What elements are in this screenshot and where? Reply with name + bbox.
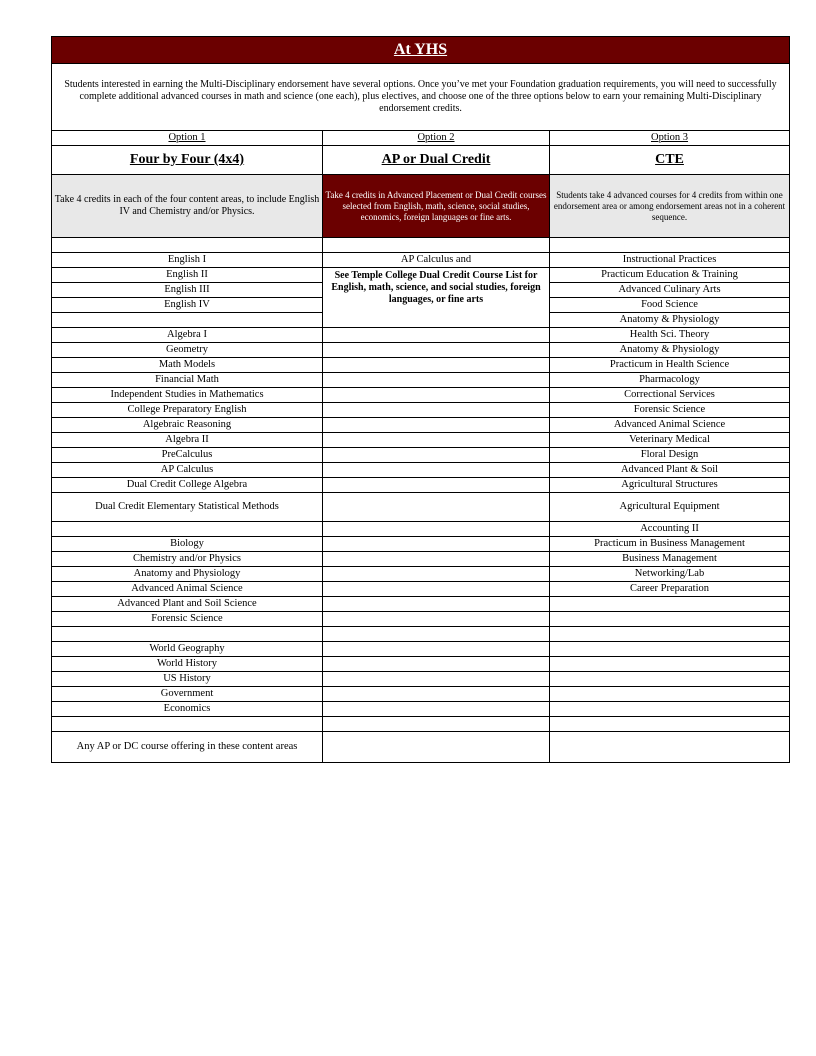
option-1-course: Algebra II [52,433,323,448]
option-3-course: Floral Design [550,448,790,463]
option-1-course: Advanced Animal Science [52,582,323,597]
option-1-course: AP Calculus [52,463,323,478]
course-row [52,642,790,657]
option-2-course [323,493,550,522]
option-1-course: English I [52,253,323,268]
option-2-description: Take 4 credits in Advanced Placement or Dual Credit courses selected from English, math, science, social studies, economics, foreign languages or fine arts. [323,175,550,238]
option-2-course [323,537,550,552]
option-3-course: Advanced Animal Science [550,418,790,433]
option-1-description: Take 4 credits in each of the four content areas, to include English IV and Chemistry and/or Physics. [52,175,323,238]
option-3-course: Anatomy & Physiology [550,313,790,328]
option-3-course [550,657,790,672]
option-2-course [323,448,550,463]
option-3-course: Instructional Practices [550,253,790,268]
option-1-course: Financial Math [52,373,323,388]
option-1-course: English III [52,283,323,298]
option-1-course: Algebra I [52,328,323,343]
option-2-course [323,478,550,493]
option-1-course [52,313,323,328]
option-1-course: Any AP or DC course offering in these content areas [52,732,323,763]
option-2-course [323,732,550,763]
course-row [52,522,790,537]
option-2-name: AP or Dual Credit [323,146,550,175]
option-1-course [52,717,323,732]
option-3-course: Accounting II [550,522,790,537]
course-row [52,418,790,433]
course-row [52,358,790,373]
course-row [52,238,790,253]
option-2-course [323,702,550,717]
options-table [51,36,790,763]
option-1-course: Dual Credit College Algebra [52,478,323,493]
option-3-course [550,642,790,657]
option-2-course [323,343,550,358]
option-2-course [323,567,550,582]
course-row [52,582,790,597]
option-3-description: Students take 4 advanced courses for 4 credits from within one endorsement area or among endorsement areas not in a coherent sequence. [550,175,790,238]
option-1-course: Geometry [52,343,323,358]
endorsement-sheet [51,36,789,763]
option-3-course: Health Sci. Theory [550,328,790,343]
option-2-course [323,582,550,597]
option-2-course [323,328,550,343]
course-row [52,702,790,717]
option-3-course: Pharmacology [550,373,790,388]
option-1-course: Math Models [52,358,323,373]
option-3-course: Correctional Services [550,388,790,403]
intro-paragraph: Students interested in earning the Multi-Disciplinary endorsement have several options. Once you’ve met your Foundation graduation requirements, you will need to successfully complete additional advanced courses in math and science (one each), plus electives, and choose one of the three options below to earn your remaining Multi-Disciplinary endorsement credits. [52,64,790,131]
option-3-course: Career Preparation [550,582,790,597]
option-2-course [323,657,550,672]
course-row [52,463,790,478]
option-1-course: College Preparatory English [52,403,323,418]
option-1-course: Independent Studies in Mathematics [52,388,323,403]
option-2-course [323,642,550,657]
option-3-course: Agricultural Equipment [550,493,790,522]
course-row [52,732,790,763]
option-2-label: Option 2 [323,131,550,146]
option-2-course [323,388,550,403]
option-1-course [52,522,323,537]
option-3-course: Anatomy & Physiology [550,343,790,358]
option-2-course [323,717,550,732]
option-1-course [52,238,323,253]
option-3-name: CTE [550,146,790,175]
option-1-course: Government [52,687,323,702]
course-row [52,552,790,567]
option-3-course: Advanced Culinary Arts [550,283,790,298]
option-1-course: Chemistry and/or Physics [52,552,323,567]
option-3-course: Agricultural Structures [550,478,790,493]
option-3-course: Business Management [550,552,790,567]
course-row [52,612,790,627]
course-row [52,717,790,732]
option-2-course [323,612,550,627]
option-1-name: Four by Four (4x4) [52,146,323,175]
option-3-course [550,732,790,763]
option-1-course: Advanced Plant and Soil Science [52,597,323,612]
option-3-course [550,672,790,687]
option-1-course: Anatomy and Physiology [52,567,323,582]
option-3-course [550,702,790,717]
option-1-course: Forensic Science [52,612,323,627]
option-3-course: Practicum in Business Management [550,537,790,552]
option-2-course [323,552,550,567]
option-3-course [550,238,790,253]
option-2-course [323,373,550,388]
option-3-course [550,627,790,642]
option-2-course [323,597,550,612]
course-row [52,478,790,493]
option-3-course: Veterinary Medical [550,433,790,448]
option-2-course [323,403,550,418]
course-row [52,403,790,418]
option-2-course [323,418,550,433]
course-row [52,537,790,552]
option-1-course [52,627,323,642]
course-row [52,253,790,268]
option-1-course: US History [52,672,323,687]
option-2-course [323,463,550,478]
option-3-label: Option 3 [550,131,790,146]
course-row [52,448,790,463]
option-2-dual-credit-note: See Temple College Dual Credit Course List for English, math, science, and social studies, foreign languages, or fine arts [323,268,550,328]
option-1-course: World History [52,657,323,672]
option-2-course [323,433,550,448]
option-2-course [323,627,550,642]
course-row [52,627,790,642]
option-1-course: English IV [52,298,323,313]
option-3-course: Forensic Science [550,403,790,418]
option-1-course: English II [52,268,323,283]
option-3-course [550,717,790,732]
course-row [52,493,790,522]
option-1-course: Algebraic Reasoning [52,418,323,433]
course-row [52,268,790,283]
option-1-label: Option 1 [52,131,323,146]
option-2-course [323,672,550,687]
course-row [52,657,790,672]
option-2-course [323,522,550,537]
option-2-course [323,238,550,253]
option-2-course [323,687,550,702]
course-row [52,672,790,687]
course-row [52,433,790,448]
option-1-course: Biology [52,537,323,552]
option-1-course: World Geography [52,642,323,657]
option-2-course [323,358,550,373]
course-row [52,597,790,612]
course-row [52,328,790,343]
option-3-course: Advanced Plant & Soil [550,463,790,478]
option-2-course: AP Calculus and [323,253,550,268]
option-1-course: Economics [52,702,323,717]
option-3-course: Networking/Lab [550,567,790,582]
option-3-course: Food Science [550,298,790,313]
course-row [52,687,790,702]
option-3-course [550,687,790,702]
page-title: At YHS [52,37,790,64]
course-row [52,388,790,403]
option-1-course: Dual Credit Elementary Statistical Methods [52,493,323,522]
option-3-course [550,612,790,627]
option-3-course [550,597,790,612]
course-row [52,343,790,358]
option-3-course: Practicum in Health Science [550,358,790,373]
option-3-course: Practicum Education & Training [550,268,790,283]
option-1-course: PreCalculus [52,448,323,463]
course-row [52,567,790,582]
course-row [52,373,790,388]
